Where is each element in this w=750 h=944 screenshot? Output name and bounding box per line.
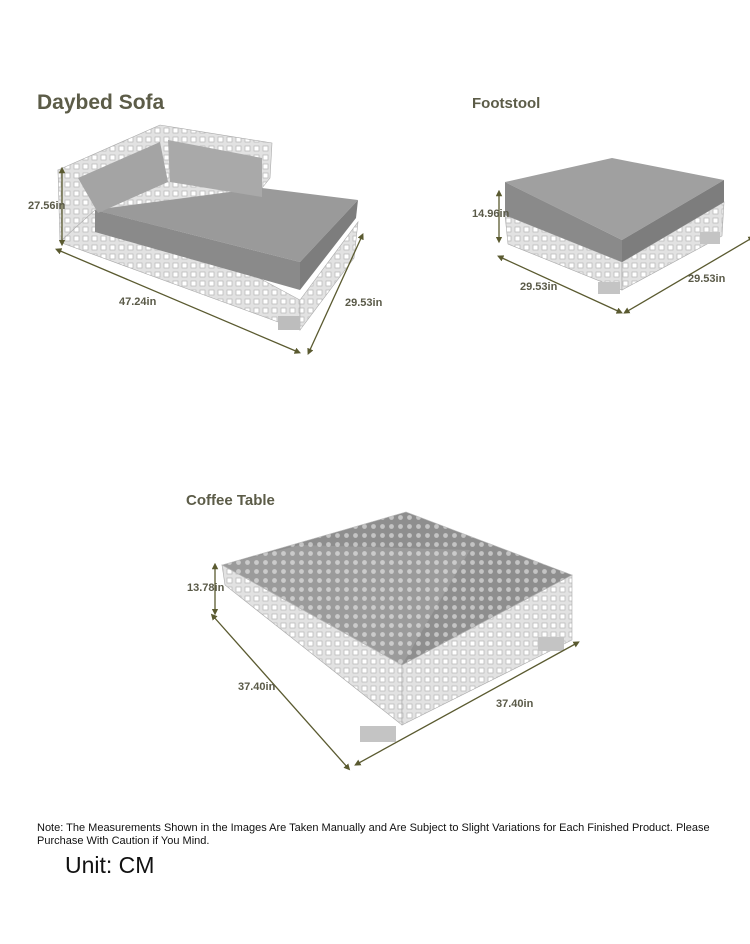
footstool-depth-label: 29.53in (688, 273, 726, 285)
unit-label: Unit: CM (65, 852, 155, 878)
footstool-height-label: 14.96in (472, 208, 510, 220)
daybed-length-label: 47.24in (119, 296, 157, 308)
daybed-sofa-title: Daybed Sofa (37, 91, 165, 114)
measurement-note: Note: The Measurements Shown in the Images Are Taken Manually and Are Subject to Slight Variations for Each Finished Product. Please Purchase With Caution if You Mind. (37, 822, 710, 847)
coffee-table-height-label: 13.78in (187, 582, 225, 594)
daybed-sofa-illustration (58, 125, 358, 330)
daybed-depth-label: 29.53in (345, 297, 383, 309)
footstool-title: Footstool (472, 95, 541, 112)
coffee-table-depth-label: 37.40in (496, 698, 534, 710)
coffee-table-width-label: 37.40in (238, 681, 276, 693)
footstool-width-label: 29.53in (520, 281, 558, 293)
daybed-height-label: 27.56in (28, 200, 66, 212)
coffee-table-title: Coffee Table (186, 492, 275, 509)
